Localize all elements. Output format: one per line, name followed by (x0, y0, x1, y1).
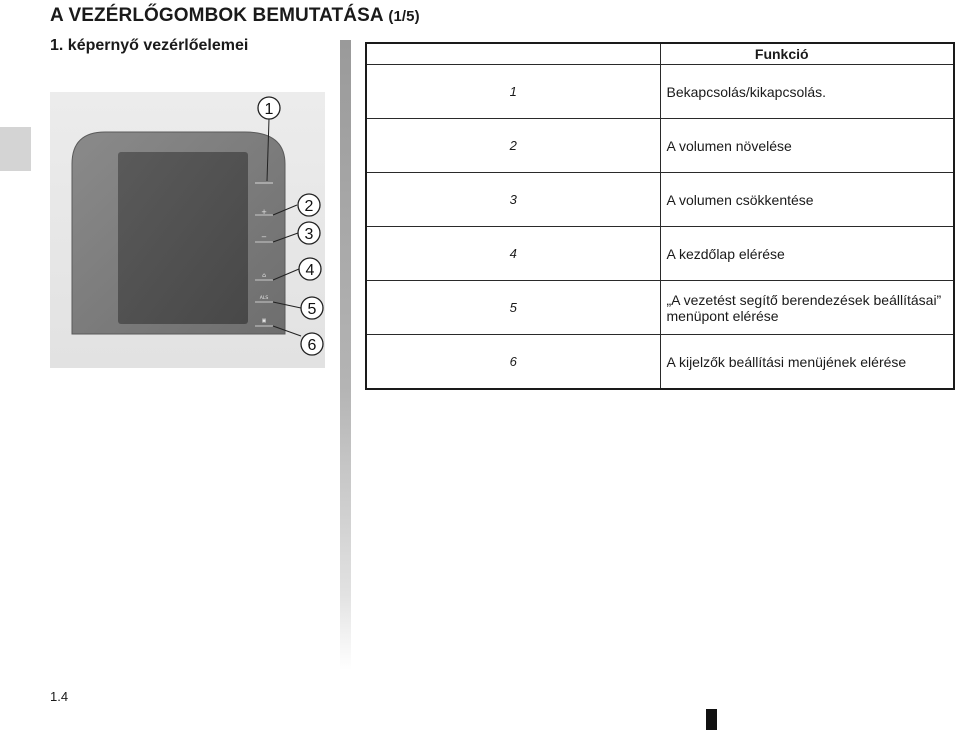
row-number: 6 (366, 335, 660, 390)
column-divider (340, 40, 351, 670)
page-end-marker (706, 709, 717, 730)
home-icon: ⌂ (262, 272, 266, 279)
table-row (366, 335, 954, 390)
row-number: 5 (366, 281, 660, 335)
page-title (50, 5, 420, 27)
driving-aids-icon: ALS (259, 296, 269, 301)
row-description: A kijelzők beállítási menüjének elérése (660, 335, 954, 390)
plus-icon: + (261, 208, 267, 216)
callout-label-2: 2 (304, 198, 314, 215)
section-subtitle: 1. képernyő vezérlőelemei (50, 37, 249, 54)
table-row (366, 173, 954, 227)
row-description: A kezdőlap elérése (660, 227, 954, 281)
display-icon: ▣ (261, 318, 267, 324)
callout-label-5: 5 (307, 301, 317, 318)
row-number: 4 (366, 227, 660, 281)
function-column-header: Funkció (660, 43, 954, 65)
row-number: 2 (366, 119, 660, 173)
table-row (366, 65, 954, 119)
screen-illustration (50, 92, 325, 368)
row-description: Bekapcsolás/kikapcsolás. (660, 65, 954, 119)
display-screen (118, 152, 248, 324)
row-description: A volumen növelése (660, 119, 954, 173)
minus-icon: − (261, 233, 267, 241)
table-header-row (366, 43, 954, 65)
callout-label-6: 6 (307, 337, 317, 354)
row-description: A volumen csökkentése (660, 173, 954, 227)
table-row (366, 119, 954, 173)
function-table (365, 42, 955, 390)
page-title-suffix: (1/5) (388, 8, 420, 25)
callout-label-4: 4 (305, 262, 315, 279)
row-number: 1 (366, 65, 660, 119)
section-tab-marker (0, 127, 31, 171)
page-number: 1.4 (50, 689, 69, 704)
callout-label-3: 3 (304, 226, 314, 243)
table-row (366, 227, 954, 281)
row-description: „A vezetést segítő berendezések beállításai” menüpont elérése (660, 281, 954, 335)
table-row (366, 281, 954, 335)
row-number: 3 (366, 173, 660, 227)
page-title-text: A VEZÉRLŐGOMBOK BEMUTATÁSA (50, 5, 383, 26)
callout-label-1: 1 (264, 101, 274, 118)
number-column-header (366, 43, 660, 65)
